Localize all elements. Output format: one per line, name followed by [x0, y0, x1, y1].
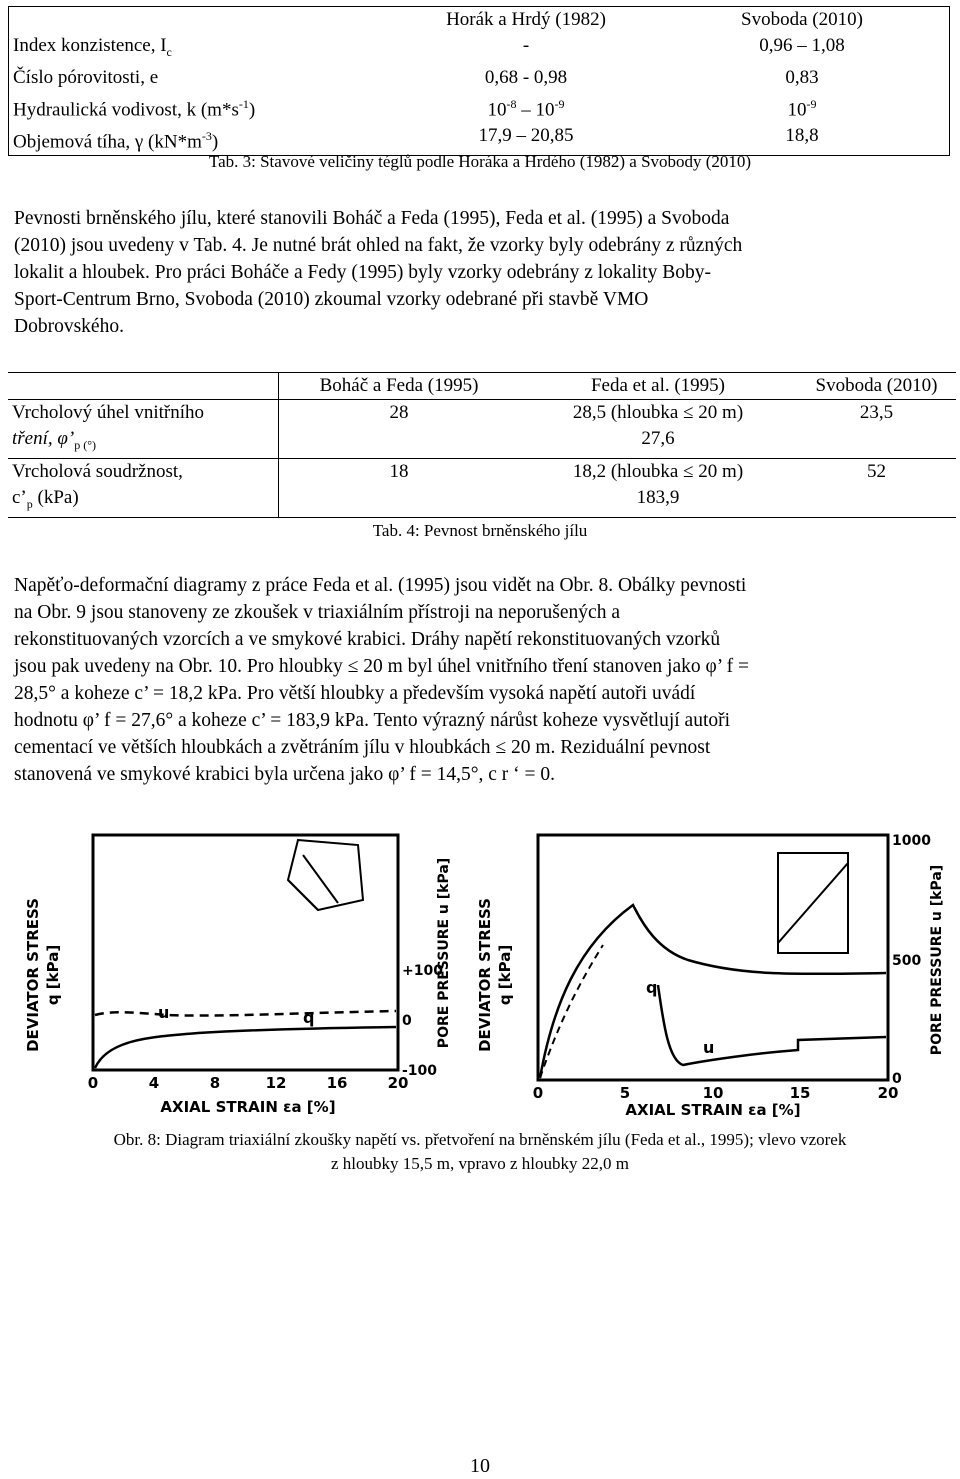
paragraph-line: lokalit a hloubek. Pro práci Boháče a Fedy (1995) byly vzorky odebrány z lokality Boby- [14, 262, 711, 283]
right-xlabel: AXIAL STRAIN εa [%] [625, 1101, 801, 1119]
table-4-label [8, 400, 279, 459]
table-3-header-row [9, 7, 950, 34]
right-curve-label-u: u [703, 1038, 715, 1057]
cell-line: 27,6 [641, 428, 675, 449]
table-4-cell [519, 400, 797, 459]
paragraph-line: Dobrovského. [14, 316, 124, 337]
left-ylabel-1: DEVIATOR STRESS [24, 898, 42, 1052]
right-curve-label-q: q [646, 978, 658, 997]
page-number: 10 [470, 1455, 490, 1477]
table-4-cell: 23,5 [859, 402, 894, 423]
paragraph-2 [14, 572, 949, 788]
table-3-cell: - [522, 35, 530, 56]
right-curve-u [658, 985, 886, 1065]
cell-line: 183,9 [636, 486, 680, 508]
table-3-cell: 0,68 - 0,98 [484, 66, 568, 88]
table-4-header-bohac: Boháč a Feda (1995) [319, 375, 479, 396]
right-sample-shear-line [778, 863, 848, 943]
right-xtick: 20 [877, 1084, 899, 1102]
right-ylabel-1: DEVIATOR STRESS [476, 898, 494, 1052]
left-xtick: 4 [148, 1074, 160, 1092]
paragraph-line: Napěťo-deformační diagramy z práce Feda et al. (1995) jsou vidět na Obr. 8. Obálky pevnosti [14, 575, 747, 596]
table-row [9, 91, 950, 123]
table-3-cell [655, 91, 950, 123]
left-sample-shear-lines [288, 855, 338, 910]
figure-caption [0, 1128, 960, 1176]
value-base: 10 [487, 99, 507, 121]
left-right-label: PORE PRESSURE u [kPa] [436, 857, 452, 1049]
paragraph-line: (2010) jsou uvedeny v Tab. 4. Je nutné brát ohled na fakt, že vzorky byly odebrány z různých [14, 235, 743, 256]
right-righttick: 0 [892, 1071, 902, 1087]
paragraph-line: 28,5° a koheze c’ = 18,2 kPa. Pro větší hloubky a především vysoká napětí autoři uvádí [14, 683, 696, 704]
table-row [9, 65, 950, 91]
figure-caption-line-1: Obr. 8: Diagram triaxiální zkoušky napětí vs. přetvoření na brněnském jílu (Feda et al., 1995); vlevo vzorek [113, 1130, 847, 1149]
label-text: Index konzistence, I [13, 35, 167, 56]
paragraph-line: rekonstituovaných vzorcích a ve smykové krabici. Dráhy napětí rekonstituovaných vzorků [14, 629, 721, 650]
label-text: Objemová tíha, γ (kN*m [13, 131, 202, 153]
label-line [12, 485, 274, 517]
label-text: c’ [12, 486, 27, 508]
table-4-cell: 18 [389, 460, 409, 482]
table-3-label [9, 33, 398, 65]
table-4-cell: 28 [389, 402, 409, 423]
table-3-cell: 0,83 [785, 66, 819, 88]
table-3-cell: 18,8 [785, 125, 819, 147]
left-righttick: +100 [402, 963, 443, 979]
label-text: (kPa) [32, 486, 79, 508]
label-line [12, 426, 274, 458]
figure-right-svg [468, 825, 950, 1120]
label-text: tření, φ’ [12, 428, 75, 449]
label-sup: -1 [238, 96, 249, 111]
table-4-cell [519, 458, 797, 517]
right-righttick: 500 [892, 953, 922, 969]
table-4-grid [8, 372, 956, 518]
left-curve-label-q: q [303, 1008, 315, 1027]
table-row [8, 458, 956, 517]
table-3-label: Číslo pórovitosti, e [13, 66, 159, 88]
label-text: ) [248, 99, 256, 121]
table-4-header-svoboda: Svoboda (2010) [815, 375, 938, 396]
table-3-header-horak: Horák a Hrdý (1982) [446, 9, 606, 30]
label-line: Vrcholová soudržnost, [12, 460, 183, 482]
table-4-header-feda: Feda et al. (1995) [590, 375, 725, 396]
value-base: 10 [787, 99, 807, 121]
figure-caption-line-2: z hloubky 15,5 m, vpravo z hloubky 22,0 m [331, 1154, 629, 1173]
label-line: Vrcholový úhel vnitřního [12, 402, 204, 423]
label-sub: p (°) [74, 437, 97, 452]
right-righttick: 1000 [892, 833, 931, 849]
table-3-header-svoboda: Svoboda (2010) [741, 9, 863, 30]
table-3 [8, 6, 950, 156]
left-ylabel-2: q [kPa] [44, 944, 62, 1006]
table-4-header-row [8, 373, 956, 400]
value-sup: -9 [554, 96, 565, 111]
left-curve-label-u: u [158, 1003, 170, 1022]
table-3-cell: 17,9 – 20,85 [478, 125, 574, 147]
figure-left-graph [18, 825, 458, 1120]
right-xtick: 15 [789, 1084, 811, 1102]
value-sup: -8 [506, 96, 517, 111]
label-text: Hydraulická vodivost, k (m*s [13, 99, 239, 121]
paragraph-line: cementací ve větších hloubkách a zvětráním jílu v hloubkách ≤ 20 m. Reziduální pevnost [14, 737, 711, 758]
left-xtick: 8 [209, 1074, 221, 1092]
table-3-grid [8, 6, 950, 156]
left-xtick: 16 [326, 1074, 348, 1092]
right-right-label: PORE PRESSURE u [kPa] [929, 864, 945, 1056]
table-4-label [8, 458, 279, 517]
left-xtick: 0 [87, 1074, 99, 1092]
table-3-header-empty [9, 7, 398, 34]
table-4-caption: Tab. 4: Pevnost brněnského jílu [372, 521, 588, 540]
right-xtick: 0 [532, 1084, 544, 1102]
left-righttick: 0 [402, 1013, 412, 1029]
left-curve-u [95, 1011, 396, 1016]
table-3-cell [397, 91, 655, 123]
table-3-label [9, 91, 398, 123]
label-sub: c [166, 44, 172, 59]
label-sup: -3 [201, 129, 212, 144]
value-sup: -9 [806, 96, 817, 111]
right-ylabel-2: q [kPa] [496, 944, 514, 1006]
table-4-header-empty [8, 373, 279, 400]
left-xlabel: AXIAL STRAIN εa [%] [160, 1098, 336, 1116]
left-righttick: -100 [402, 1063, 438, 1079]
paragraph-line: na Obr. 9 jsou stanoveny ze zkoušek v triaxiálním přístroji na neporušených a [14, 602, 620, 623]
table-3-caption: Tab. 3: Stavové veličiny téglů podle Horáka a Hrdého (1982) a Svobody (2010) [208, 152, 752, 171]
value-mid: – 10 [516, 99, 555, 121]
paragraph-line: Sport-Centrum Brno, Svoboda (2010) zkoumal vzorky odebrané při stavbě VMO [14, 289, 649, 310]
label-sub: p [26, 496, 33, 511]
table-4 [8, 372, 956, 518]
paragraph-line: Pevnosti brněnského jílu, které stanovili Boháč a Feda (1995), Feda et al. (1995) a Svoboda [14, 208, 730, 229]
cell-line: 28,5 (hloubka ≤ 20 m) [572, 402, 744, 423]
left-plot-frame [93, 835, 398, 1070]
paragraph-line: jsou pak uvedeny na Obr. 10. Pro hloubky ≤ 20 m byl úhel vnitřního tření stanoven jako φ’ f = [14, 656, 750, 677]
paragraph-line: stanovená ve smykové krabici byla určena jako φ’ f = 14,5°, c r ‘ = 0. [14, 764, 556, 785]
right-xtick: 10 [702, 1084, 724, 1102]
paragraph-line: hodnotu φ’ f = 27,6° a koheze c’ = 183,9 kPa. Tento výrazný nárůst koheze vysvětlují autoři [14, 710, 731, 731]
figure-right-graph [468, 825, 950, 1120]
paragraph-1 [14, 205, 949, 340]
label-text: ) [211, 131, 219, 153]
right-curve-q-dashed [540, 945, 603, 1078]
right-xtick: 5 [619, 1084, 631, 1102]
table-row [9, 33, 950, 65]
left-xtick: 20 [387, 1074, 409, 1092]
cell-line: 18,2 (hloubka ≤ 20 m) [572, 460, 744, 482]
left-curve-q [95, 1027, 396, 1068]
table-row [8, 400, 956, 459]
left-xtick: 12 [265, 1074, 287, 1092]
table-3-cell: 0,96 – 1,08 [759, 35, 845, 56]
table-4-cell: 52 [867, 460, 886, 482]
left-sample-sketch [288, 840, 363, 910]
figure-left-svg [18, 825, 458, 1120]
